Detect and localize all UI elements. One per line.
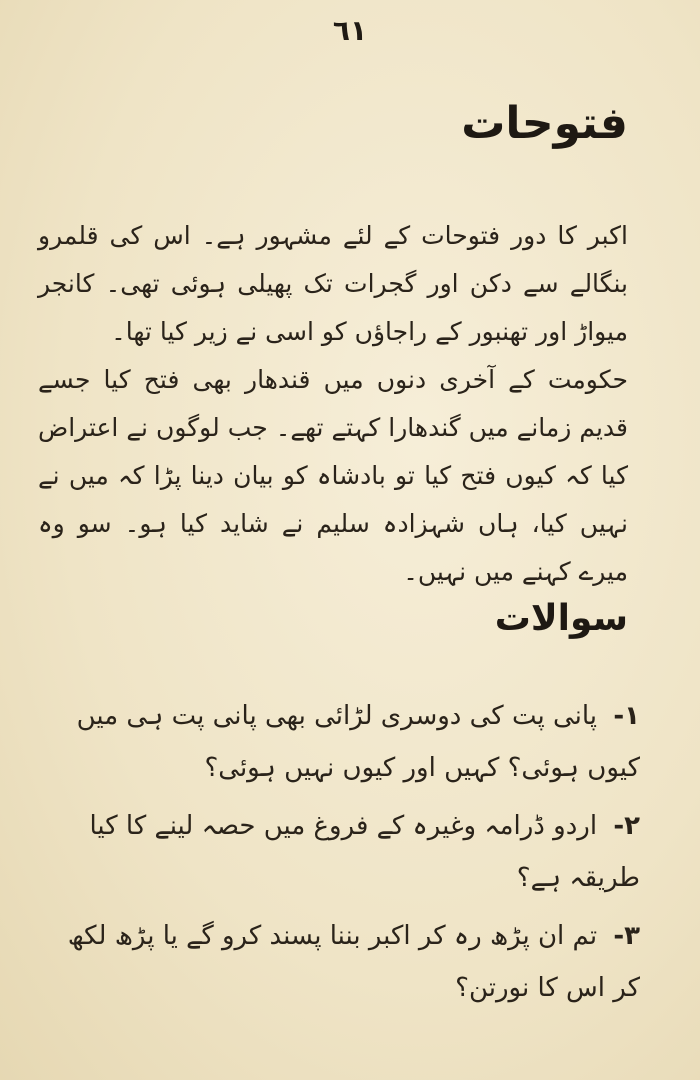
questions-heading: سوالات — [494, 598, 628, 639]
question-item — [40, 800, 640, 904]
question-text: پانی پت کی دوسری لڑائی بھی پانی پت ہی میں کیوں ہوئی؟ کہیں اور کیوں نہیں ہوئی؟ — [76, 701, 640, 783]
chapter-title: فتوحات — [461, 98, 628, 149]
question-number: ٣- — [613, 921, 640, 951]
questions-list — [40, 690, 640, 1020]
paragraph-2: حکومت کے آخری دنوں میں قندھار بھی فتح کیا جسے قدیم زمانے میں گندھارا کہتے تھے۔ جب لوگوں نے اعتراض کیا کہ کیوں فتح کیا تو بادشاہ کو بیان دینا پڑا کہ میں نے نہیں کیا، ہاں شہزادہ سلیم نے شاید کیا ہو۔ سو وہ میرے کہنے میں نہیں۔ — [38, 365, 628, 586]
question-number: ١- — [613, 701, 640, 731]
page-number: ٦١ — [332, 14, 368, 47]
question-number: ٢- — [613, 811, 640, 841]
question-text: اردو ڈرامہ وغیرہ کے فروغ میں حصہ لینے کا کیا طریقہ ہے؟ — [89, 811, 640, 893]
question-item — [40, 910, 640, 1014]
question-item — [40, 690, 640, 794]
question-text: تم ان پڑھ رہ کر اکبر بننا پسند کرو گے یا پڑھ لکھ کر اس کا نورتن؟ — [67, 921, 640, 1003]
paragraph-1: اکبر کا دور فتوحات کے لئے مشہور ہے۔ اس کی قلمرو بنگالے سے دکن اور گجرات تک پھیلی ہوئی تھی۔ کانجر میواڑ اور تھنبور کے راجاؤں کو اسی نے زیر کیا تھا۔ — [38, 221, 628, 346]
body-text — [38, 212, 628, 596]
